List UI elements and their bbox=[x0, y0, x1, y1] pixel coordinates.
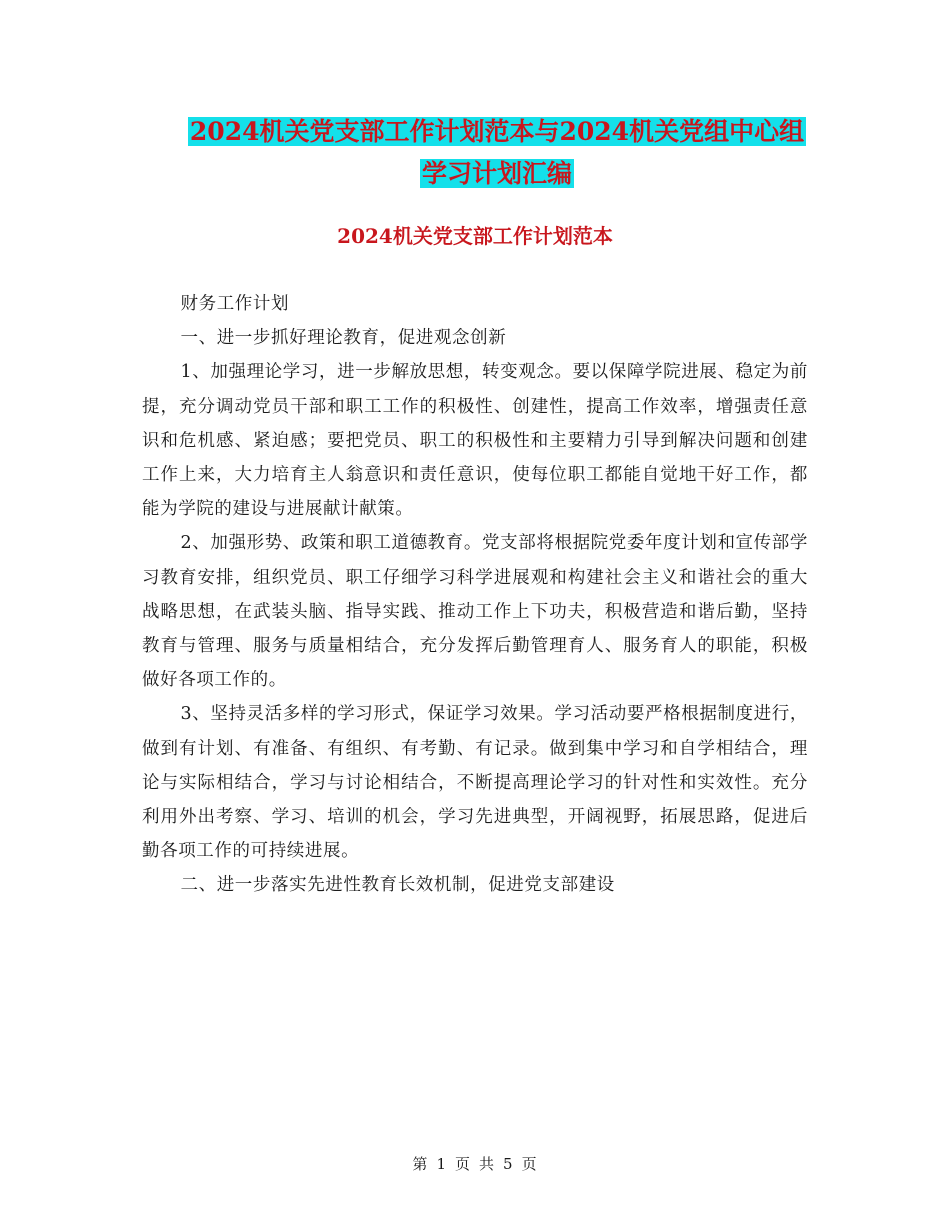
title-highlight-2: 学习计划汇编 bbox=[421, 159, 572, 188]
footer-total-label: 共 bbox=[479, 1155, 496, 1173]
total-page-number: 5 bbox=[503, 1155, 514, 1173]
paragraph-section-1: 一、进一步抓好理论教育，促进观念创新 bbox=[180, 328, 507, 349]
document-title-line-2 bbox=[140, 154, 854, 194]
paragraph-section-2: 二、进一步落实先进性教育长效机制，促进党支部建设 bbox=[180, 875, 615, 896]
paragraph-item-1: 1、加强理论学习，进一步解放思想，转变观念。要以保障学院进展、稳定为前提，充分调动党员干部和职工工作的积极性、创建性，提高工作效率，增强责任意识和危机感、紧迫感；要把党员、职工的积极性和主要精力引导到解决问题和创建工作上来，大力培育主人翁意识和责任意识，使每位职工都能自觉地干好工作，都能为学院的建设与进展献计献策。 bbox=[142, 362, 808, 520]
title-highlight-1: 2024机关党支部工作计划范本与2024机关党组中心组 bbox=[189, 117, 805, 146]
paragraph-item-3: 3、坚持灵活多样的学习形式，保证学习效果。学习活动要严格根据制度进行，做到有计划、有准备、有组织、有考勤、有记录。做到集中学习和自学相结合，理论与实际相结合，学习与讨论相结合，不断提高理论学习的针对性和实效性。充分利用外出考察、学习、培训的机会，学习先进典型，开阔视野，拓展思路，促进后勤各项工作的可持续进展。 bbox=[142, 704, 808, 862]
footer-prefix: 第 bbox=[412, 1155, 429, 1173]
section-title: 2024机关党支部工作计划范本 bbox=[337, 224, 613, 248]
current-page-number: 1 bbox=[436, 1155, 447, 1173]
footer-suffix: 页 bbox=[521, 1155, 538, 1173]
document-title-line-1 bbox=[140, 112, 854, 152]
page-footer bbox=[0, 1153, 950, 1174]
paragraph-heading: 财务工作计划 bbox=[180, 294, 290, 314]
paragraph-item-2: 2、加强形势、政策和职工道德教育。党支部将根据院党委年度计划和宣传部学习教育安排，组织党员、职工仔细学习科学进展观和构建社会主义和谐社会的重大战略思想，在武装头脑、指导实践、推动工作上下功夫，积极营造和谐后勤，坚持教育与管理、服务与质量相结合，充分发挥后勤管理育人、服务育人的职能，积极做好各项工作的。 bbox=[142, 533, 808, 691]
footer-page-label: 页 bbox=[454, 1155, 471, 1173]
document-body bbox=[142, 287, 808, 903]
